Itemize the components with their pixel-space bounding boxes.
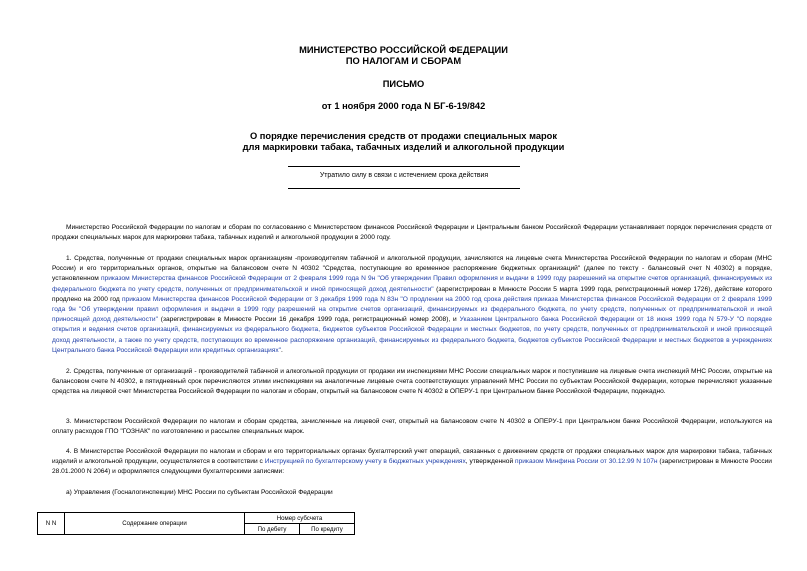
table-header-row	[38, 513, 355, 524]
paragraph-2	[52, 367, 772, 398]
link-accounting-instruction[interactable]: Инструкцией по бухгалтерскому учету в бюджетных учреждениях	[264, 458, 466, 466]
paragraph-1	[52, 254, 772, 356]
subsection-a	[52, 488, 772, 498]
header-cell-nn: N N	[38, 513, 65, 535]
p2-text: 2. Средства, полученные от организаций - производителей табачной и алкогольной продукции от продажи им инспекциями МНС России специальных марок и поступившие на лицевые счета инспекций МНС России, открытые на балансовом счете N 40302, в пятидневный срок перечисляются этими инспекциями на аналогичные лицевые счета соответствующих управлений МНС России по субъектам Российской Федерации, которые перечисляют указанные средства на лицевой счет Министерства Российской Федерации по налогам и сборам, открытый на балансовом счете N 40302 в ОПЕРУ-1 при Центральном банке Российской Федерации, подекадно.	[52, 368, 772, 396]
notice-top-rule	[288, 166, 520, 167]
p3-text: 3. Министерством Российской Федерации по налогам и сборам средства, зачисленные на лицевой счет, открытый на балансовом счете N 40302 в ОПЕРУ-1 при Центральном банке Российской Федерации, используются на оплату расходов ГПО "ГОЗНАК" по изготовлению и рассылке специальных марок.	[52, 418, 772, 436]
subsection-a-text: а) Управления (Госналогинспекции) МНС России по субъектам Российской Федерации	[66, 489, 333, 496]
ministry-name-line1: МИНИСТЕРСТВО РОССИЙСКОЙ ФЕДЕРАЦИИ	[299, 45, 508, 55]
p4-text-3: (зарегистрирован в Минюсте России 28.01.2000 N 2064) и оформляется следующими бухгалтерскими записями:	[52, 458, 772, 476]
p4-text-1: 4. В Министерстве Российской Федерации по налогам и сборам и его территориальных органах бухгалтерский учет операций, связанных с движением средств от продажи специальных марок для маркировки табака, табачных изделий и алкогольной продукции, осуществляется в соответствии с	[52, 448, 772, 466]
document-subject-line1: О порядке перечисления средств от продажи специальных марок	[249, 131, 557, 141]
p1-text-2: (зарегистрирован в Минюсте России 5 марта 1999 года, регистрационный номер 1726), действие которого продлено на 2000 год	[52, 285, 772, 303]
header-cell-operation: Содержание операции	[65, 513, 245, 535]
p4-text-2: , утвержденной	[465, 458, 515, 466]
ministry-name-line2: ПО НАЛОГАМ И СБОРАМ	[345, 56, 462, 66]
p1-text-3: (зарегистрирован в Минюсте России 16 декабря 1999 года, регистрационный номер 2008), и	[157, 316, 460, 324]
intro-paragraph	[52, 223, 772, 243]
paragraph-4	[52, 447, 772, 478]
document-date-number: от 1 ноября 2000 года N БГ-6-19/842	[321, 101, 486, 111]
header-cell-credit: По кредиту	[300, 524, 355, 535]
document-subject-line2: для маркировки табака, табачных изделий и алкогольной продукции	[242, 142, 565, 152]
paragraph-3	[52, 417, 772, 437]
intro-text: Министерство Российской Федерации по налогам и сборам по согласованию с Министерством финансов Российской Федерации и Центральным банком Российской Федерации устанавливает порядок перечисления средств от продажи специальных марок для маркировки табака, табачных изделий и алкогольной продукции в 2000 году.	[52, 224, 772, 242]
p1-text-4: .	[281, 346, 283, 354]
link-cb-directive-579u[interactable]: Указанием Центрального банка Российской Федерации от 18 июня 1999 года N 579-У "О порядке открытия и ведения счетов организаций, финансируемых из федерального бюджета, бюджетов субъектов Российской Федерации и местных бюджетов, по учету средств, полученных от предпринимательской и иной приносящей доход деятельности, а также по учету средств, поступающих во временное распоряжение организаций, финансируемых из федерального бюджета, бюджетов субъектов Российской Федерации и местных бюджетов в учреждениях Центрального банка Российской Федерации или кредитных организациях"	[52, 316, 773, 354]
header-cell-debit: По дебету	[245, 524, 300, 535]
operations-table	[37, 512, 355, 535]
notice-bottom-rule	[288, 188, 520, 189]
status-notice: Утратило силу в связи с истечением срока действия	[319, 172, 489, 179]
link-minfin-order-9n[interactable]: приказом Министерства финансов Российской Федерации от 2 февраля 1999 года N 9н "Об утверждении Правил оформления и выдачи в 1999 году разрешений на открытие счетов организаций, финансируемых из федерального бюджета по учету средств, полученных от предпринимательской и иной приносящей доход деятельности"	[52, 275, 772, 293]
document-type: ПИСЬМО	[382, 79, 425, 89]
p1-text-1: 1. Средства, полученные от продажи специальных марок организациям -производителям табачной и алкогольной продукции, зачисляются на лицевые счета Министерства Российской Федерации по налогам и сборам (МНС России) и его территориальных органов, открытые на балансовом счете N 40302 "Средства, поступающие во временное распоряжение бюджетных организаций" (далее по тексту - балансовый счет N 40302) в порядке, установленном	[52, 255, 772, 283]
link-minfin-order-107n[interactable]: приказом Минфина России от 30.12.99 N 107н	[515, 458, 658, 466]
link-minfin-order-83n[interactable]: приказом Министерства финансов Российской Федерации от 3 декабря 1999 года N 83н "О продлении на 2000 год срока действия приказа Министерства финансов Российской Федерации от 2 февраля 1999 года 9н "Об утверждении правил оформления и выдачи в 1999 году разрешений на открытие счетов организаций, финансируемых из федерального бюджета, по учету средств, полученных от предпринимательской и иной приносящей доход деятельности"	[52, 295, 772, 324]
header-cell-subaccount: Номер субсчета	[245, 513, 355, 524]
